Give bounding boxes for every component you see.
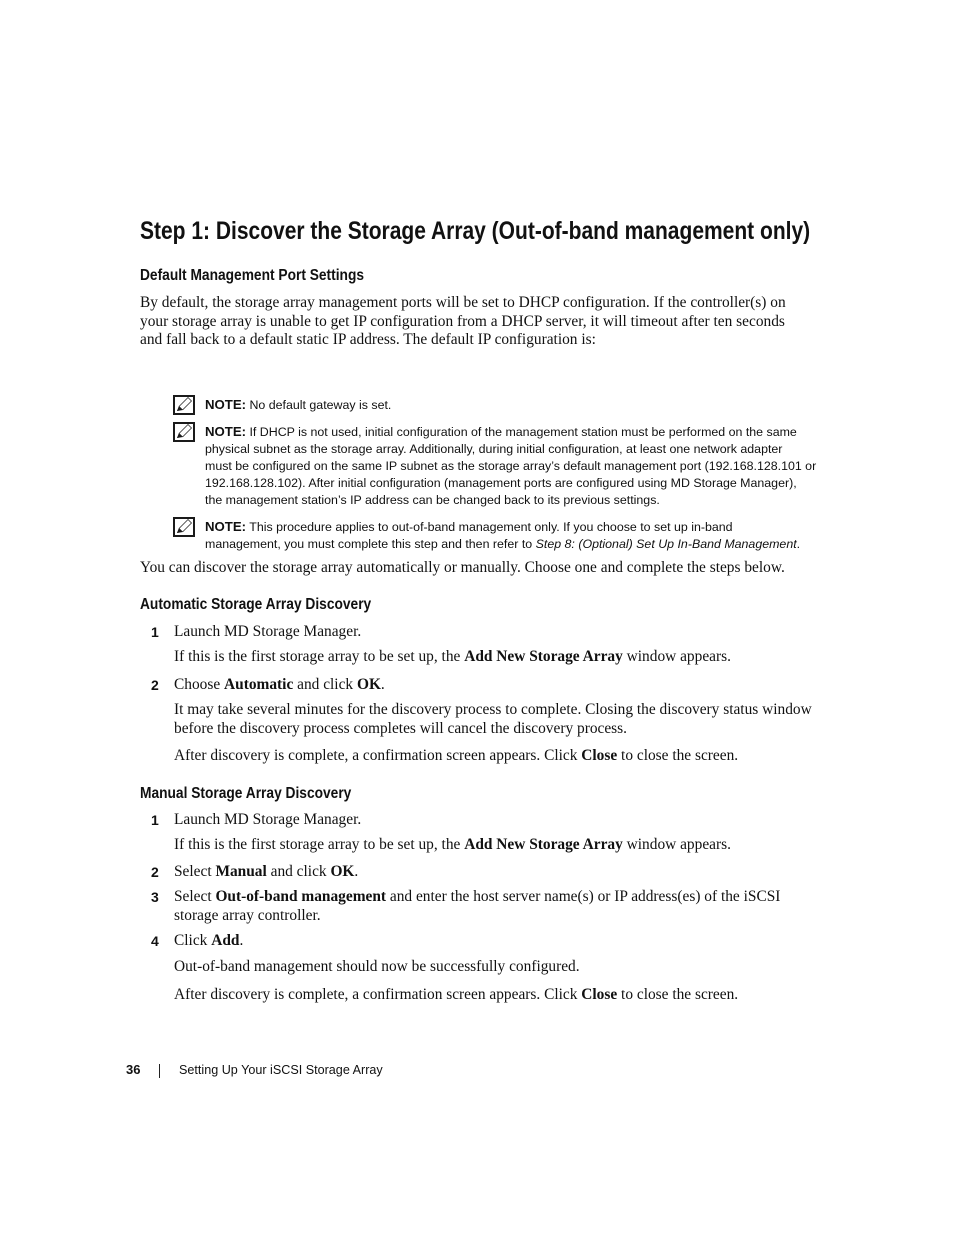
note-text: . [796, 537, 801, 551]
paragraph-line: before the discovery process completes will cancel the discovery process. [174, 719, 628, 737]
text-run: After discovery is complete, a confirmation screen appears. Click [174, 986, 582, 1003]
ui-label-add-new-storage-array: Add New Storage Array [464, 648, 623, 665]
text-run: to close the screen. [617, 986, 739, 1003]
note-pencil-icon [173, 422, 195, 442]
text-run: Select [174, 888, 216, 905]
text-run: . [239, 932, 244, 949]
note-pencil-icon [173, 395, 195, 415]
text-run: and click [293, 676, 357, 693]
ui-label-close: Close [581, 986, 618, 1003]
note-line: physical subnet as the storage array. Additionally, during initial configuration, at least one network adapter [205, 442, 783, 456]
text-run: window appears. [622, 836, 731, 853]
paragraph-line: It may take several minutes for the discovery process to complete. Closing the discovery status window [174, 701, 812, 718]
section-heading-manual-discovery: Manual Storage Array Discovery [140, 785, 352, 802]
step-paragraph [174, 747, 738, 766]
footer-chapter-title: Setting Up Your iSCSI Storage Array [179, 1063, 383, 1077]
text-run: Select [174, 863, 216, 880]
step-subtext [174, 836, 731, 855]
note-line [205, 536, 800, 553]
paragraph-line: storage array controller. [174, 906, 321, 924]
ui-label-ok: OK [330, 863, 355, 880]
note-text: If DHCP is not used, initial configuration of the management station must be performed on the same [249, 425, 797, 439]
ui-label-close: Close [581, 747, 618, 764]
note-out-of-band [205, 518, 800, 553]
footer-divider [159, 1064, 160, 1078]
intro-paragraph: You can discover the storage array automatically or manually. Choose one and complete the steps below. [140, 559, 785, 576]
step-subtext [174, 648, 731, 667]
text-run: window appears. [622, 648, 731, 665]
note-text: This procedure applies to out-of-band management only. If you choose to set up in-band [249, 520, 733, 534]
note-label: NOTE: [205, 424, 247, 439]
step-text: Launch MD Storage Manager. [174, 623, 362, 640]
step-subtext: Out-of-band management should now be successfully configured. [174, 958, 580, 975]
step-paragraph [174, 986, 738, 1005]
note-label: NOTE: [205, 397, 247, 412]
ui-label-ok: OK [356, 676, 381, 693]
default-settings-paragraph [140, 294, 786, 350]
step-text [174, 676, 385, 695]
paragraph-line: By default, the storage array management ports will be set to DHCP configuration. If the controller(s) on [140, 294, 786, 311]
note-dhcp [205, 423, 816, 509]
section-heading-default-port-settings: Default Management Port Settings [140, 267, 365, 284]
text-run: . [380, 676, 385, 693]
text-run: If this is the first storage array to be set up, the [174, 836, 465, 853]
section-heading-automatic-discovery: Automatic Storage Array Discovery [140, 596, 372, 613]
ui-label-add-new-storage-array: Add New Storage Array [464, 836, 623, 853]
step-number: 2 [151, 677, 159, 693]
step-text [174, 888, 780, 925]
paragraph-line [174, 888, 780, 907]
page-number: 36 [126, 1062, 141, 1077]
note-no-gateway [205, 396, 391, 414]
paragraph-line: and fall back to a default static IP address. The default IP configuration is: [140, 331, 596, 348]
note-line [205, 518, 800, 536]
paragraph-line: your storage array is unable to get IP configuration from a DHCP server, it will timeout after ten seconds [140, 312, 785, 330]
text-run: and enter the host server name(s) or IP address(es) of the iSCSI [386, 888, 781, 905]
text-run: After discovery is complete, a confirmation screen appears. Click [174, 747, 582, 764]
text-run: . [354, 863, 359, 880]
text-run: Click [174, 932, 212, 949]
step-number: 4 [151, 933, 159, 949]
step-text: Launch MD Storage Manager. [174, 811, 362, 828]
note-line [205, 423, 816, 441]
note-line: must be configured on the same IP subnet as the storage array’s default management port (192.168.128.101 or [205, 459, 817, 473]
note-text: No default gateway is set. [249, 398, 392, 412]
note-text: management, you must complete this step and then refer to [205, 537, 536, 551]
step-number: 1 [151, 812, 159, 828]
step-number: 2 [151, 864, 159, 880]
step-paragraph [174, 701, 812, 738]
text-run: and click [266, 863, 331, 880]
text-run: If this is the first storage array to be set up, the [174, 648, 465, 665]
ui-label-automatic: Automatic [224, 676, 294, 693]
note-label: NOTE: [205, 519, 247, 534]
note-pencil-icon [173, 517, 195, 537]
page-title: Step 1: Discover the Storage Array (Out-of-band management only) [140, 217, 811, 245]
ui-label-out-of-band-management: Out-of-band management [215, 888, 387, 905]
ui-label-add: Add [211, 932, 240, 949]
step8-reference: Step 8: (Optional) Set Up In-Band Management [535, 537, 797, 551]
step-number: 3 [151, 889, 159, 905]
step-number: 1 [151, 624, 159, 640]
note-line: 192.168.128.102). After initial configuration (management ports are configured using MD Storage Manager), [205, 476, 797, 490]
text-run: to close the screen. [617, 747, 739, 764]
ui-label-manual: Manual [215, 863, 267, 880]
text-run: Choose [174, 676, 225, 693]
step-text [174, 863, 358, 882]
step-text [174, 932, 243, 951]
note-line: the management station’s IP address can be changed back to its previous settings. [205, 493, 660, 507]
